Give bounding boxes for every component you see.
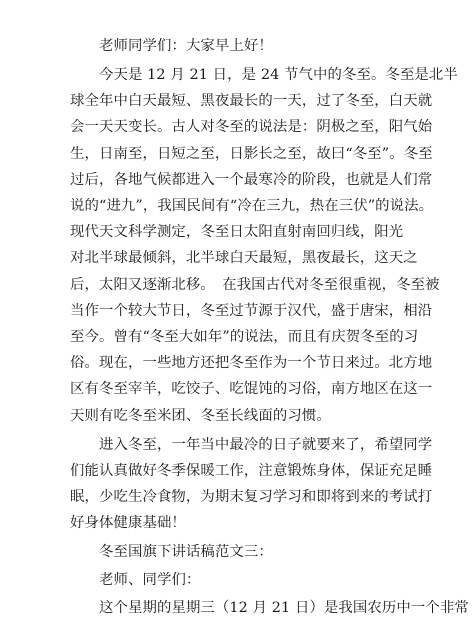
paragraph-line: 好身体健康基础！ <box>70 515 186 532</box>
paragraph-line: 后，太阳又逐渐北移。 在我国古代对冬至很重视，冬至被 <box>70 276 440 293</box>
greeting: 老师同学们：大家早上好！ <box>99 38 273 54</box>
paragraph-line: 当作一个较大节日，冬至过节源于汉代，盛于唐宋，相沿 <box>70 302 433 319</box>
paragraph-line: 天则有吃冬至米团、冬至长线面的习惯。 <box>70 407 331 424</box>
paragraph-line: 球全年中白天最短、黑夜最长的一天，过了冬至，白天就 <box>70 93 433 110</box>
paragraph-line: 俗。现在，一些地方还把冬至作为一个节日来过。北方地 <box>70 355 433 372</box>
salutation: 老师、同学们： <box>99 571 201 588</box>
paragraph-line: 至今。曾有“冬至大如年”的说法，而且有庆贺冬至的习 <box>70 329 419 345</box>
paragraph-line: 会一天天变长。古人对冬至的说法是：阴极之至，阳气始 <box>70 119 433 136</box>
paragraph-line: 区有冬至宰羊，吃饺子、吃馄饨的习俗，南方地区在这一 <box>70 381 433 398</box>
paragraph-line: 生，日南至，日短之至，日影长之至，故曰“冬至”。冬至 <box>70 145 433 162</box>
paragraph-line: 眠，少吃生冷食物，为期末复习学习和即将到来的考试打 <box>70 489 433 506</box>
paragraph-line: 今天是 12 月 21 日，是 24 节气中的冬至。冬至是北半 <box>99 67 458 83</box>
paragraph-line: 们能认真做好冬季保暖工作，注意锻炼身体，保证充足睡 <box>70 463 433 479</box>
paragraph-line: 对北半球最倾斜，北半球白天最短，黑夜最长，这天之 <box>70 250 418 267</box>
paragraph-line: 过后，各地气候都进入一个最寒冷的阶段，也就是人们常 <box>70 171 433 188</box>
paragraph-line: 这个星期的星期三（12 月 21 日）是我国农历中一个非常 <box>99 599 469 616</box>
paragraph-line: 说的“进九”，我国民间有“冷在三九，热在三伏”的说法。 <box>70 198 434 214</box>
paragraph-line: 现代天文科学测定，冬至日太阳直射南回归线，阳光 <box>70 224 404 241</box>
section-title: 冬至国旗下讲话稿范文三： <box>99 543 273 560</box>
paragraph-line: 进入冬至，一年当中最冷的日子就要来了，希望同学 <box>99 436 433 453</box>
